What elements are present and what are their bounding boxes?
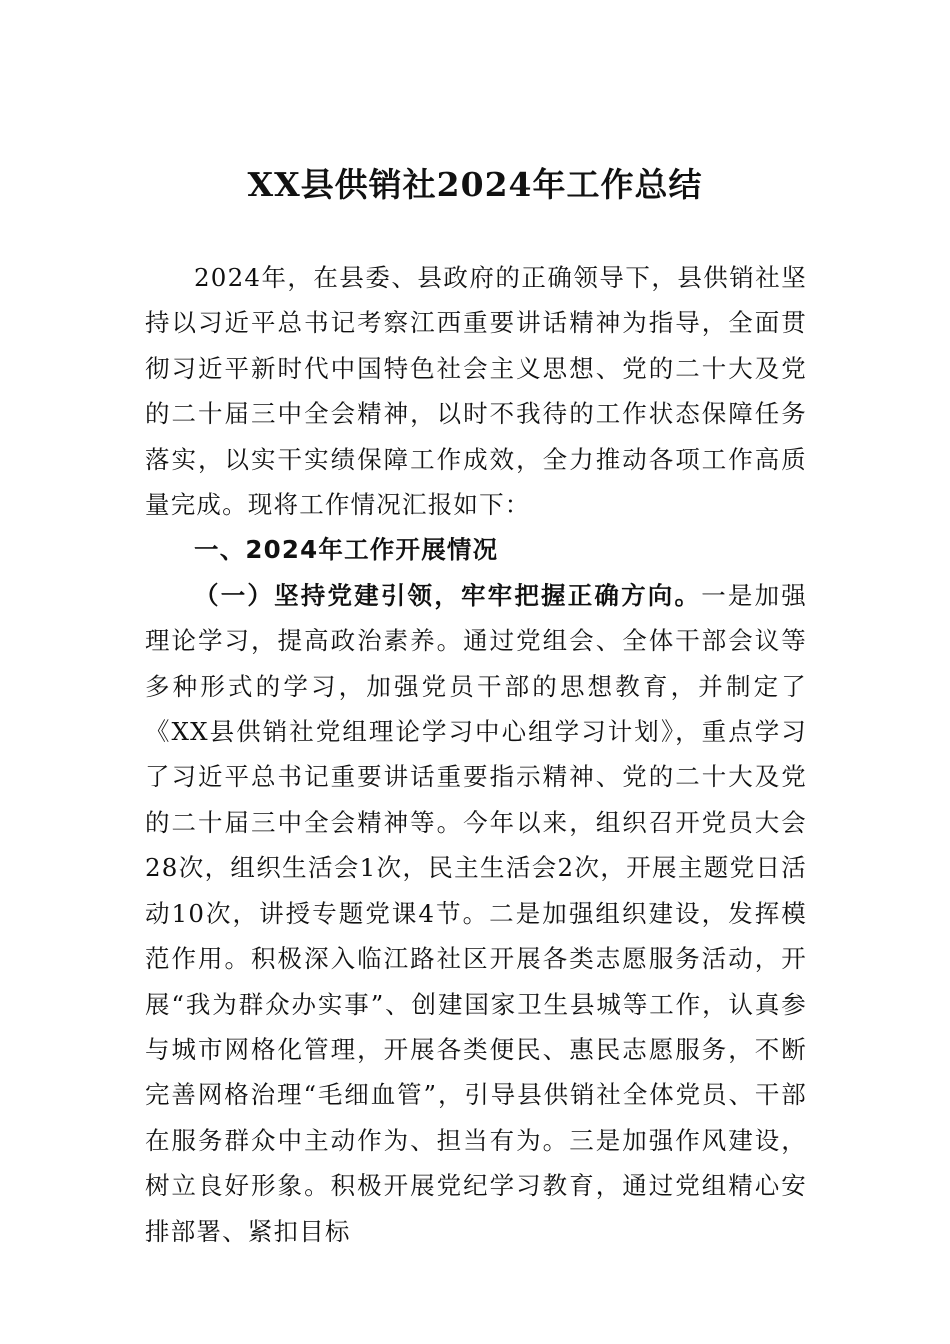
subsection-paragraph xyxy=(145,573,807,1254)
section-heading: 一、2024年工作开展情况 xyxy=(194,535,499,565)
document-body xyxy=(145,255,807,1254)
subsection-text: 一是加强理论学习，提高政治素养。通过党组会、全体干部会议等多种形式的学习，加强党员干部的思想教育，并制定了《XX县供销社党组理论学习中心组学习计划》，重点学习了习近平总书记重要讲话重要指示精神、党的二十大及党的二十届三中全会精神等。今年以来，组织召开党员大会28次，组织生活会1次，民主生活会2次，开展主题党日活动10次，讲授专题党课4节。二是加强组织建设，发挥模范作用。积极深入临江路社区开展各类志愿服务活动，开展“我为群众办实事”、创建国家卫生县城等工作，认真参与城市网格化管理，开展各类便民、惠民志愿服务，不断完善网格治理“毛细血管”，引导县供销社全体党员、干部在服务群众中主动作为、担当有为。三是加强作风建设，树立良好形象。积极开展党纪学习教育，通过党组精心安排部署、紧扣目标 xyxy=(145,580,807,1246)
intro-paragraph: 2024年，在县委、县政府的正确领导下，县供销社坚持以习近平总书记考察江西重要讲话精神为指导，全面贯彻习近平新时代中国特色社会主义思想、党的二十大及党的二十届三中全会精神，以时不我待的工作状态保障任务落实，以实干实绩保障工作成效，全力推动各项工作高质量完成。现将工作情况汇报如下： xyxy=(145,263,807,520)
subsection-heading: （一）坚持党建引领，牢牢把握正确方向。 xyxy=(194,580,702,610)
document-title: XX县供销社2024年工作总结 xyxy=(247,165,703,204)
